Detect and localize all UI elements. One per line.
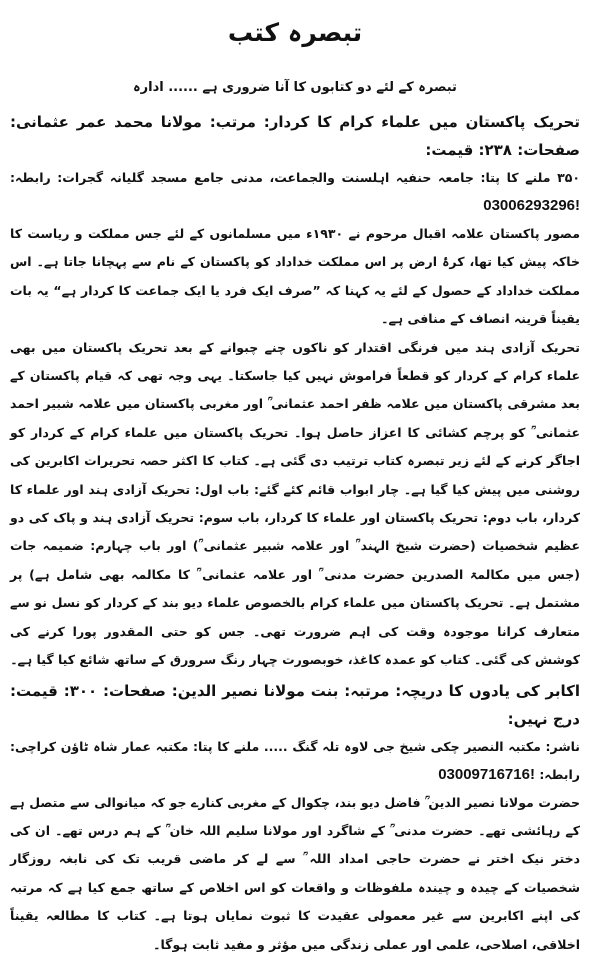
book-review-2 bbox=[10, 677, 580, 959]
page-title: تبصرہ کتب bbox=[227, 18, 363, 47]
book-availability bbox=[10, 164, 580, 220]
editorial-note: تبصرہ کے لئے دو کتابوں کا آنا ضروری ہے ...... ادارہ bbox=[133, 80, 457, 95]
review-paragraph: تحریک آزادی ہند میں فرنگی اقتدار کو ناکوں چنے چبوانے کے بعد تحریک پاکستان میں بھی علماء کرام کے کردار کو قطعاً فراموش نہیں کیا جاسکتا۔ یہی وجہ تھی کہ قیام پاکستان کے بعد مشرقی پاکستان میں علامہ ظفر احمد عثمانی ؒ اور مغربی پاکستان میں علامہ شبیر احمد عثمانی ؒ کو پرچم کشائی کا اعزاز حاصل ہوا۔ تحریک پاکستان میں علماء کرام کے کردار کو اجاگر کرنے کے لئے زیر تبصرہ کتاب ترتیب دی گئی ہے۔ کتاب کا اکثر حصہ تحریرات اکابرین کی روشنی میں پیش کیا گیا ہے۔ چار ابواب قائم کئے گئے: باب اول: تحریک آزادی ہند اور علماء کا کردار، باب دوم: تحریک پاکستان اور علماء کا کردار، باب سوم: تحریک آزادی ہند و پاک کی دو عظیم شخصیات (حضرت شیخ الہند ؒ اور علامہ شبیر عثمانی ؒ) اور باب چہارم: ضمیمہ جات (جس میں مکالمۃ الصدرین حضرت مدنی ؒ اور علامہ عثمانی ؒ کا مکالمہ بھی شامل ہے) پر مشتمل ہے۔ تحریک پاکستان میں علماء کرام بالخصوص علماء دیو بند کے کردار کو نسل نو سے متعارف کرانا موجودہ وقت کی اہم ضرورت تھی۔ جس کو حتی المقدور پورا کرنے کی کوشش کی گئی۔ کتاب کو عمدہ کاغذ، خوبصورت چہار رنگ سرورق کے ساتھ شائع کیا گیا ہے۔ bbox=[10, 339, 580, 668]
contact-phone: 03009716716! bbox=[438, 765, 535, 783]
availability-text: ۳۵۰ ملنے کا پتا: جامعہ حنفیہ اہلسنت والجماعت، مدنی جامع مسجد گلیانہ گجرات: رابطہ: bbox=[10, 170, 580, 185]
availability-text: ناشر: مکتبہ النصیر چکی شیخ جی لاوہ تلہ گنگ ..... ملنے کا پتا: مکتبہ عمار شاہ ٹاؤن کراچی: رابطہ: bbox=[10, 738, 580, 782]
book-heading: اکابر کی یادوں کا دریچہ: مرتبہ: بنت مولانا نصیر الدین: صفحات: ۳۰۰: قیمت: درج نہیں: bbox=[10, 681, 580, 728]
review-paragraph: حضرت مولانا نصیر الدین ؒ فاضل دیو بند، چکوال کے مغربی کنارے جو کہ میانوالی سے متصل ہے کے رہائشی تھے۔ حضرت مدنی ؒ کے شاگرد اور مولانا سلیم اللہ خان ؒ کے ہم درس تھے۔ ان کی دختر نیک اختر نے حضرت حاجی امداد اللہ ؒ سے لے کر ماضی قریب تک کی نابغہ روزگار شخصیات کے چیدہ و چیندہ ملفوظات و واقعات کو اس اخلاص کے ساتھ جمع کیا ہے کہ مرتبہ کی اپنے اکابرین سے غیر معمولی عقیدت کا ثبوت نمایاں ہوتا ہے۔ کتاب کا مطالعہ یقیناً اخلاقی، اصلاحی، علمی اور عملی زندگی میں مؤثر و مفید ثابت ہوگا۔ bbox=[10, 794, 580, 952]
review-paragraph: مصور پاکستان علامہ اقبال مرحوم نے ۱۹۳۰ء میں مسلمانوں کے لئے جس مملکت و ریاست کا خاکہ پیش کیا تھا، کرۂ ارض پر اس مملکت خداداد کو پاکستان کے نام سے پہچانا جاتا ہے۔ اس مملکت خداداد کے حصول کے لئے یہ کہنا کہ ”صرف ایک فرد یا ایک جماعت کا کردار ہے“ یہ بات یقیناً قرینہ انصاف کے منافی ہے۔ bbox=[10, 226, 580, 327]
book-heading: تحریک پاکستان میں علماء کرام کا کردار: مرتب: مولانا محمد عمر عثمانی: صفحات: ۲۳۸: قیمت: bbox=[10, 113, 580, 159]
book-review-1 bbox=[10, 108, 580, 675]
contact-phone: 03006293296! bbox=[483, 197, 580, 214]
book-availability bbox=[10, 733, 580, 789]
reviews bbox=[10, 108, 580, 959]
